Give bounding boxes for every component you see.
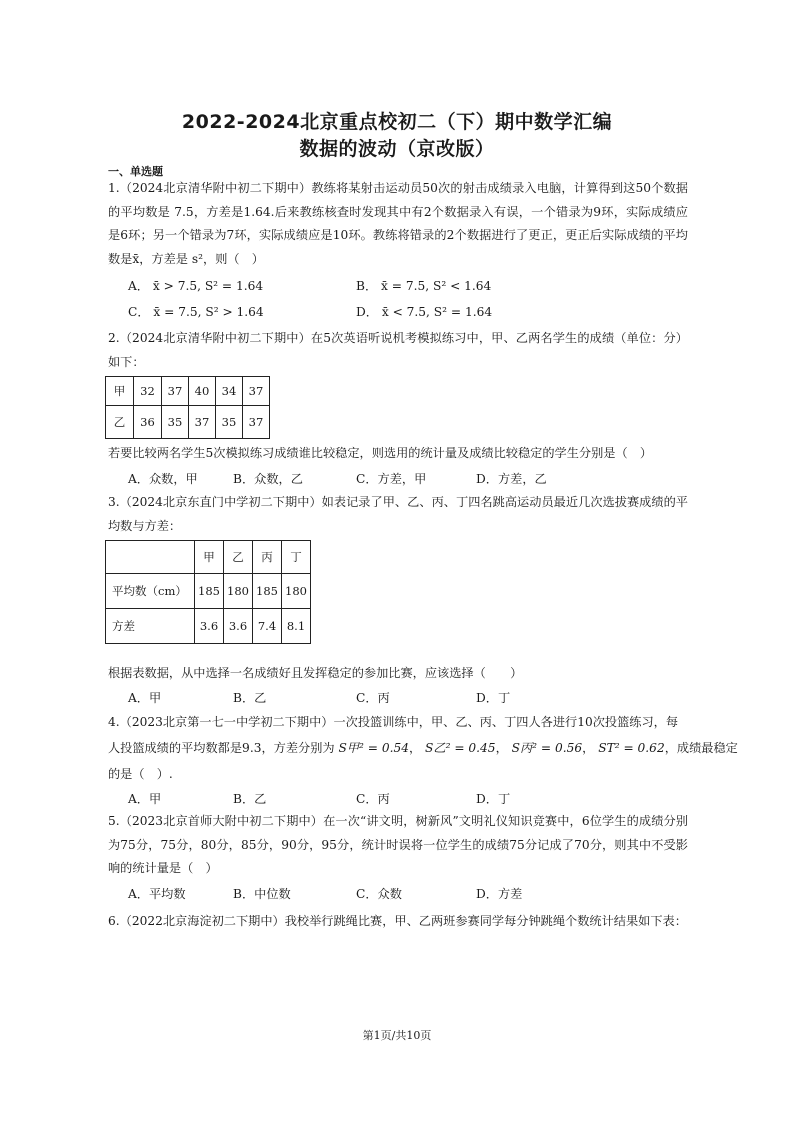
question-3-follow-up: 根据表数据，从中选择一名成绩好且发挥稳定的参加比赛，应该选择（ ） — [108, 666, 523, 680]
question-2-score-table — [105, 376, 270, 439]
question-1-option-a: A． x̄ > 7.5, S² = 1.64 — [128, 279, 264, 293]
question-4-line-2: 人投篮成绩的平均数都是9.3，方差分别为 S甲² = 0.54， S乙² = 0.45， S丙² = 0.56， ST² = 0.62，成绩最稳定 — [108, 741, 738, 755]
question-5-option-a: A．平均数 — [128, 887, 186, 901]
table-cell: 37 — [189, 406, 216, 439]
table-cell: 丁 — [282, 541, 311, 574]
question-4-option-c: C．丙 — [356, 792, 390, 806]
table-cell: 甲 — [106, 377, 134, 406]
variance-ding: ST² = 0.62 — [598, 741, 665, 755]
table-cell: 35 — [162, 406, 189, 439]
table-row — [106, 541, 311, 574]
table-cell: 180 — [282, 574, 311, 609]
question-2-option-a: A．众数，甲 — [128, 472, 198, 486]
table-cell: 180 — [224, 574, 253, 609]
table-row — [106, 609, 311, 644]
table-cell: 丙 — [253, 541, 282, 574]
question-2-option-c: C．方差，甲 — [356, 472, 427, 486]
table-row — [106, 574, 311, 609]
question-2-follow-up: 若要比较两名学生5次模拟练习成绩谁比较稳定，则选用的统计量及成绩比较稳定的学生分别是（ ） — [108, 446, 653, 460]
table-cell: 37 — [243, 406, 270, 439]
table-cell: 乙 — [224, 541, 253, 574]
table-row — [106, 406, 270, 439]
table-cell: 甲 — [195, 541, 224, 574]
question-1-text: 1.（2024北京清华附中初二下期中）教练将某射击运动员50次的射击成绩录入电脑，计算得到这50个数据的平均数是 7.5，方差是1.64.后来教练核查时发现其中有2个数据录入有误，一个错录为9环，实际成绩应是6环；另一个错录为7环，实际成绩应是10环。教练将错录的2个数据进行了更正，更正后实际成绩的平均数是x̄，方差是 s²，则（ ） — [108, 181, 688, 266]
table-cell: 37 — [243, 377, 270, 406]
document-subtitle: 数据的波动（京改版） — [299, 138, 495, 160]
table-cell: 3.6 — [195, 609, 224, 644]
variance-bing: S丙² = 0.56 — [511, 741, 583, 755]
table-cell: 3.6 — [224, 609, 253, 644]
table-cell: 平均数（cm） — [106, 574, 195, 609]
question-4-intro: 人投篮成绩的平均数都是9.3，方差分别为 — [108, 741, 335, 755]
question-5-option-c: C．众数 — [356, 887, 402, 901]
question-3-stats-table — [105, 540, 311, 644]
question-4-ending: ，成绩最稳定 — [664, 741, 738, 755]
table-cell: 34 — [216, 377, 243, 406]
table-cell: 185 — [195, 574, 224, 609]
table-cell: 40 — [189, 377, 216, 406]
question-4-option-a: A．甲 — [128, 792, 162, 806]
question-4-line-1: 4.（2023北京第一七一中学初二下期中）一次投篮训练中，甲、乙、丙、丁四人各进行10次投篮练习，每 — [108, 715, 679, 729]
question-4-option-d: D．丁 — [476, 792, 511, 806]
question-5-option-d: D．方差 — [476, 887, 523, 901]
question-2-text: 2.（2024北京清华附中初二下期中）在5次英语听说机考模拟练习中，甲、乙两名学生的成绩（单位：分）如下： — [108, 331, 688, 369]
question-1-option-d: D． x̄ < 7.5, S² = 1.64 — [356, 305, 493, 319]
question-5-text: 5.（2023北京首师大附中初二下期中）在一次“讲文明，树新风”文明礼仪知识竞赛中，6位学生的成绩分别为75分，75分，80分，85分，90分，95分，统计时误将一位学生的成绩75分记成了70分，则其中不受影响的统计量是（ ） — [108, 814, 688, 875]
table-cell: 35 — [216, 406, 243, 439]
table-cell: 185 — [253, 574, 282, 609]
question-1-option-b: B． x̄ = 7.5, S² < 1.64 — [356, 279, 492, 293]
question-3-text: 3.（2024北京东直门中学初二下期中）如表记录了甲、乙、丙、丁四名跳高运动员最近几次选拔赛成绩的平均数与方差： — [108, 495, 688, 533]
question-1-option-c: C． x̄ = 7.5, S² > 1.64 — [128, 305, 264, 319]
table-cell — [106, 541, 195, 574]
question-4-line-3: 的是（ ）. — [108, 767, 173, 781]
table-row — [106, 377, 270, 406]
table-cell: 8.1 — [282, 609, 311, 644]
table-cell: 方差 — [106, 609, 195, 644]
question-5-option-b: B．中位数 — [233, 887, 291, 901]
question-3-option-b: B．乙 — [233, 691, 267, 705]
question-4-option-b: B．乙 — [233, 792, 267, 806]
question-6-text: 6.（2022北京海淀初二下期中）我校举行跳绳比赛，甲、乙两班参赛同学每分钟跳绳个数统计结果如下表： — [108, 914, 687, 928]
variance-yi: S乙² = 0.45 — [425, 741, 496, 755]
table-cell: 37 — [162, 377, 189, 406]
question-3-option-c: C．丙 — [356, 691, 390, 705]
table-cell: 乙 — [106, 406, 134, 439]
table-cell: 32 — [134, 377, 162, 406]
question-3-option-a: A．甲 — [128, 691, 162, 705]
table-cell: 36 — [134, 406, 162, 439]
variance-jia: S甲² = 0.54 — [338, 741, 409, 755]
document-title: 2022-2024北京重点校初二（下）期中数学汇编 — [181, 111, 613, 133]
page-number: 第1页/共10页 — [362, 1029, 432, 1042]
section-label: 一、单选题 — [108, 165, 163, 178]
question-2-option-b: B．众数，乙 — [233, 472, 303, 486]
question-3-option-d: D．丁 — [476, 691, 511, 705]
question-2-option-d: D．方差，乙 — [476, 472, 547, 486]
table-cell: 7.4 — [253, 609, 282, 644]
